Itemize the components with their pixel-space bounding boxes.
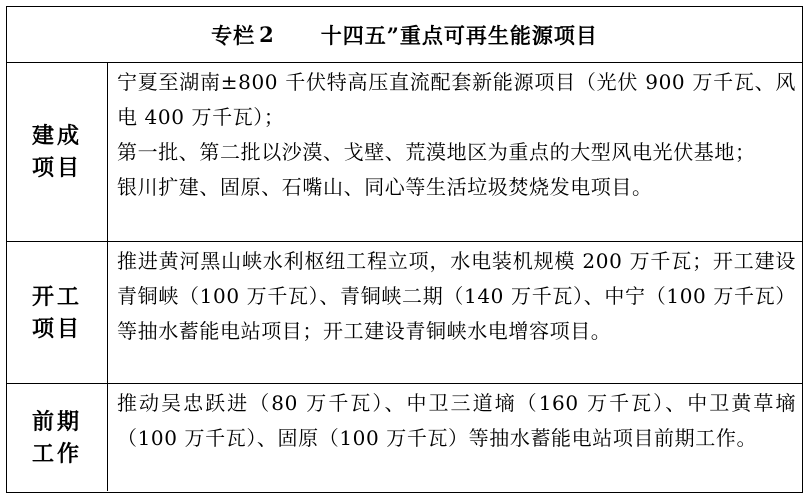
- row-label-line: 项目: [31, 155, 82, 181]
- row-label-preliminary: [7, 384, 108, 491]
- content-paragraph: 第一批、第二批以沙漠、戈壁、荒漠地区为重点的大型风电光伏基地；: [117, 140, 756, 164]
- table-row-preliminary: [7, 384, 802, 491]
- table-title: [7, 7, 802, 63]
- title-prefix: 专栏: [211, 22, 256, 48]
- row-label-line: 项目: [31, 315, 82, 342]
- row-content-preliminary: [108, 384, 802, 491]
- content-paragraph: 宁夏至湖南±800 千伏特高压直流配套新能源项目（光伏 900 万千瓦、风电 400 万千瓦）；: [117, 70, 796, 129]
- content-paragraph: 银川扩建、固原、石嘴山、同心等生活垃圾焚烧发电项目。: [117, 175, 653, 199]
- row-content-completed: [108, 63, 802, 241]
- project-table: [6, 6, 803, 493]
- table-row-start: [7, 242, 802, 384]
- row-label-start: [7, 242, 108, 383]
- table-row-completed: [7, 63, 802, 242]
- content-paragraph: 推动吴忠跃进（80 万千瓦）、中卫三道墒（160 万千瓦）、中卫黄草墒（100 万千瓦）、固原（100 万千瓦）等抽水蓄能电站项目前期工作。: [117, 391, 796, 450]
- row-label-line: 建成: [31, 123, 82, 149]
- row-label-line: 开工: [31, 283, 82, 310]
- title-text: 十四五”重点可再生能源项目: [320, 22, 598, 48]
- content-paragraph: 推进黄河黑山峡水利枢纽工程立项，水电装机规模 200 万千瓦；开工建设青铜峡（100 万千瓦）、青铜峡二期（140 万千瓦）、中宁（100 万千瓦）等抽水蓄能电站项目；开工建设青铜峡水电增容项目。: [117, 249, 796, 343]
- row-label-line: 工作: [31, 440, 82, 467]
- row-label-completed: [7, 63, 108, 241]
- row-content-start: [108, 242, 802, 383]
- title-number: 2: [259, 22, 275, 47]
- row-label-line: 前期: [31, 408, 82, 435]
